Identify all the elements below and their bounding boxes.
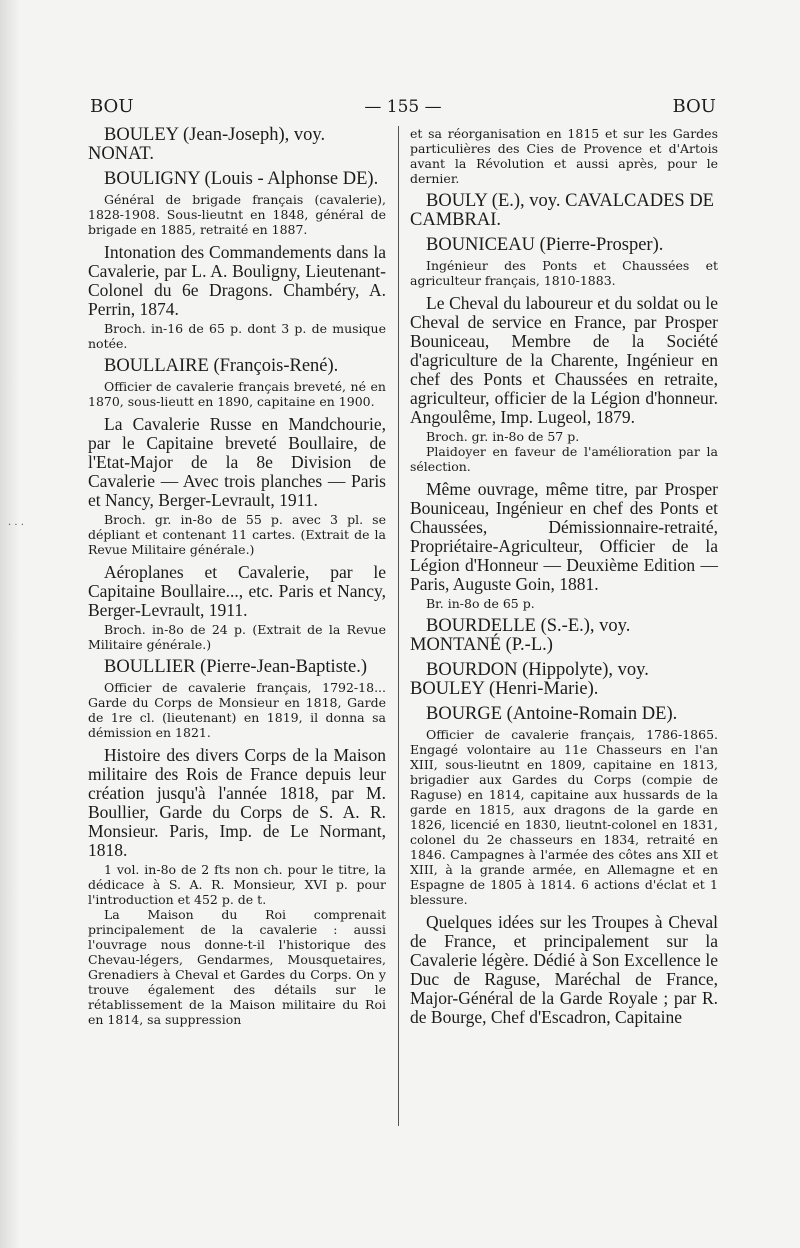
entry-work-cheval-laboureur <box>410 294 718 474</box>
entry-bourdon <box>410 661 718 699</box>
work-title: Même ouvrage, même titre, par Prosper Bouniceau, Ingénieur en chef des Ponts et Chaussées, Démissionnaire-retraité, Propriétaire-Agriculteur, Officier de la Légion d'Honneur — Deuxième Edition — Paris, Auguste Goin, 1881. <box>410 479 718 594</box>
work-note: Broch. gr. in-8o de 57 p. <box>426 429 580 444</box>
work-title: Histoire des divers Corps de la Maison militaire des Rois de France depuis leur création jusqu'à l'année 1818, par M. Boullier, Garde du Corps de S. A. R. Monsieur. Paris, Imp. de Le Normant, 1818. <box>88 745 386 860</box>
header-right: BOU <box>672 96 716 117</box>
running-header <box>90 96 716 122</box>
work-note: Broch. in-8o de 24 p. (Extrait de la Revue Militaire générale.) <box>88 622 386 652</box>
entry-bio: Général de brigade français (cavalerie), 1828-1908. Sous-lieutnt en 1848, général de brigade en 1885, retraité en 1887. <box>88 192 386 237</box>
header-left: BOU <box>90 96 134 117</box>
entry-work-quelques-idees <box>410 913 718 1027</box>
entry-bourdelle <box>410 617 718 655</box>
work-note: La Maison du Roi comprenait principalement de la cavalerie : aussi l'ouvrage nous donne-t-il l'historique des Chevau-légers, Gendarmes, Mousquetaires, Grenadiers à Cheval et Gardes du Corps. On y trouve également des détails sur le rétablissement de la Maison militaire du Roi en 1814, sa suppression <box>88 907 386 1027</box>
entry-work-meme-ouvrage <box>410 480 718 611</box>
entry-bio: Ingénieur des Ponts et Chaussées et agriculteur français, 1810-1883. <box>410 258 718 288</box>
entry-boullier <box>88 658 386 740</box>
entry-name: BOUNICEAU (Pierre-Prosper). <box>426 235 664 255</box>
work-title: La Cavalerie Russe en Mandchourie, par le Capitaine breveté Boullaire, de l'Etat-Major de la 8e Division de Cavalerie — Avec trois planches — Paris et Nancy, Berger-Levrault, 1911. <box>88 414 386 510</box>
work-title: Intonation des Commandements dans la Cavalerie, par L. A. Bouligny, Lieutenant-Colonel du 6e Dragons. Chambéry, A. Perrin, 1874. <box>88 242 386 319</box>
work-title: Aéroplanes et Cavalerie, par le Capitaine Boullaire..., etc. Paris et Nancy, Berger-Levrault, 1911. <box>88 562 386 620</box>
entry-name: BOURGE (Antoine-Romain DE). <box>426 704 678 724</box>
continued-note: et sa réorganisation en 1815 et sur les Gardes particulières des Cies de Provence et d'Artois avant la Révolution et aussi après, pour le dernier. <box>410 126 718 186</box>
entry-bouligny <box>88 170 386 237</box>
work-note: Broch. gr. in-8o de 55 p. avec 3 pl. se dépliant et contenant 11 cartes. (Extrait de la Revue Militaire générale.) <box>88 512 386 557</box>
entry-work-aeroplanes <box>88 563 386 652</box>
column-divider <box>398 126 399 1126</box>
entry-boullaire <box>88 357 386 409</box>
entry-name: BOULLIER (Pierre-Jean-Baptiste.) <box>104 657 368 677</box>
right-column <box>410 126 718 1033</box>
page-edge <box>0 0 20 1248</box>
entry-name: BOULEY (Jean-Joseph), voy. NONAT. <box>88 125 326 164</box>
entry-name: BOULY (E.), voy. CAVALCADES DE CAMBRAI. <box>410 191 714 230</box>
work-note: Br. in-8o de 65 p. <box>426 596 535 611</box>
page-number: — 155 — <box>364 97 442 117</box>
work-note: 1 vol. in-8o de 2 fts non ch. pour le titre, la dédicace à S. A. R. Monsieur, XVI p. pour l'introduction et 452 p. de t. <box>88 862 386 907</box>
entry-bouly <box>410 192 718 230</box>
entry-work-intonation <box>88 243 386 351</box>
entry-name: BOULIGNY (Louis - Alphonse DE). <box>104 169 379 189</box>
entry-work-histoire <box>88 746 386 1027</box>
left-column <box>88 126 386 1033</box>
work-note: Broch. in-16 de 65 p. dont 3 p. de musique notée. <box>88 321 386 351</box>
entry-name: BOULLAIRE (François-René). <box>104 356 339 376</box>
work-title: Le Cheval du laboureur et du soldat ou le Cheval de service en France, par Prosper Bouniceau, Membre de la Société d'agriculture de la Charente, Ingénieur en chef des Ponts et Chaussées en retraite, agriculteur, officier de la Légion d'honneur. Angoulême, Imp. Lugeol, 1879. <box>410 293 718 427</box>
entry-continuation <box>410 126 718 186</box>
entry-name: BOURDELLE (S.-E.), voy. MONTANÉ (P.-L.) <box>410 616 631 655</box>
entry-bio: Officier de cavalerie français breveté, né en 1870, sous-lieutt en 1890, capitaine en 1900. <box>88 379 386 409</box>
entry-bio: Officier de cavalerie français, 1786-1865. Engagé volontaire au 11e Chasseurs en l'an XIII, sous-lieutnt en 1809, capitaine en 1813, brigadier aux Gardes du Corps (compie de Raguse) en 1814, capitaine aux hussards de la garde en 1815, aux dragons de la garde en 1826, licencié en 1830, lieutnt-colonel en 1831, colonel du 2e chasseurs en 1834, retraité en 1846. Campagnes à l'armée des côtes ans XII et XIII, à la grande armée, en Allemagne et en Espagne de 1805 à 1814. 6 actions d'éclat et 1 blessure. <box>410 727 718 907</box>
work-note: Plaidoyer en faveur de l'amélioration par la sélection. <box>410 444 718 474</box>
entry-bouley-nonat <box>88 126 386 164</box>
work-title: Quelques idées sur les Troupes à Cheval de France, et principalement sur la Cavalerie légère. Dédié à Son Excellence le Duc de Raguse, Maréchal de France, Major-Général de la Garde Royale ; par R. de Bourge, Chef d'Escadron, Capitaine <box>410 912 718 1027</box>
page-speck: · · · <box>8 520 24 531</box>
entry-work-cavalerie-russe <box>88 415 386 557</box>
entry-bouniceau <box>410 236 718 288</box>
entry-bourge <box>410 705 718 907</box>
entry-bio: Officier de cavalerie français, 1792-18... Garde du Corps de Monsieur en 1818, Garde de 1re cl. (lieutenant) en 1819, il donna sa démission en 1821. <box>88 680 386 740</box>
entry-name: BOURDON (Hippolyte), voy. BOULEY (Henri-Marie). <box>410 660 649 699</box>
